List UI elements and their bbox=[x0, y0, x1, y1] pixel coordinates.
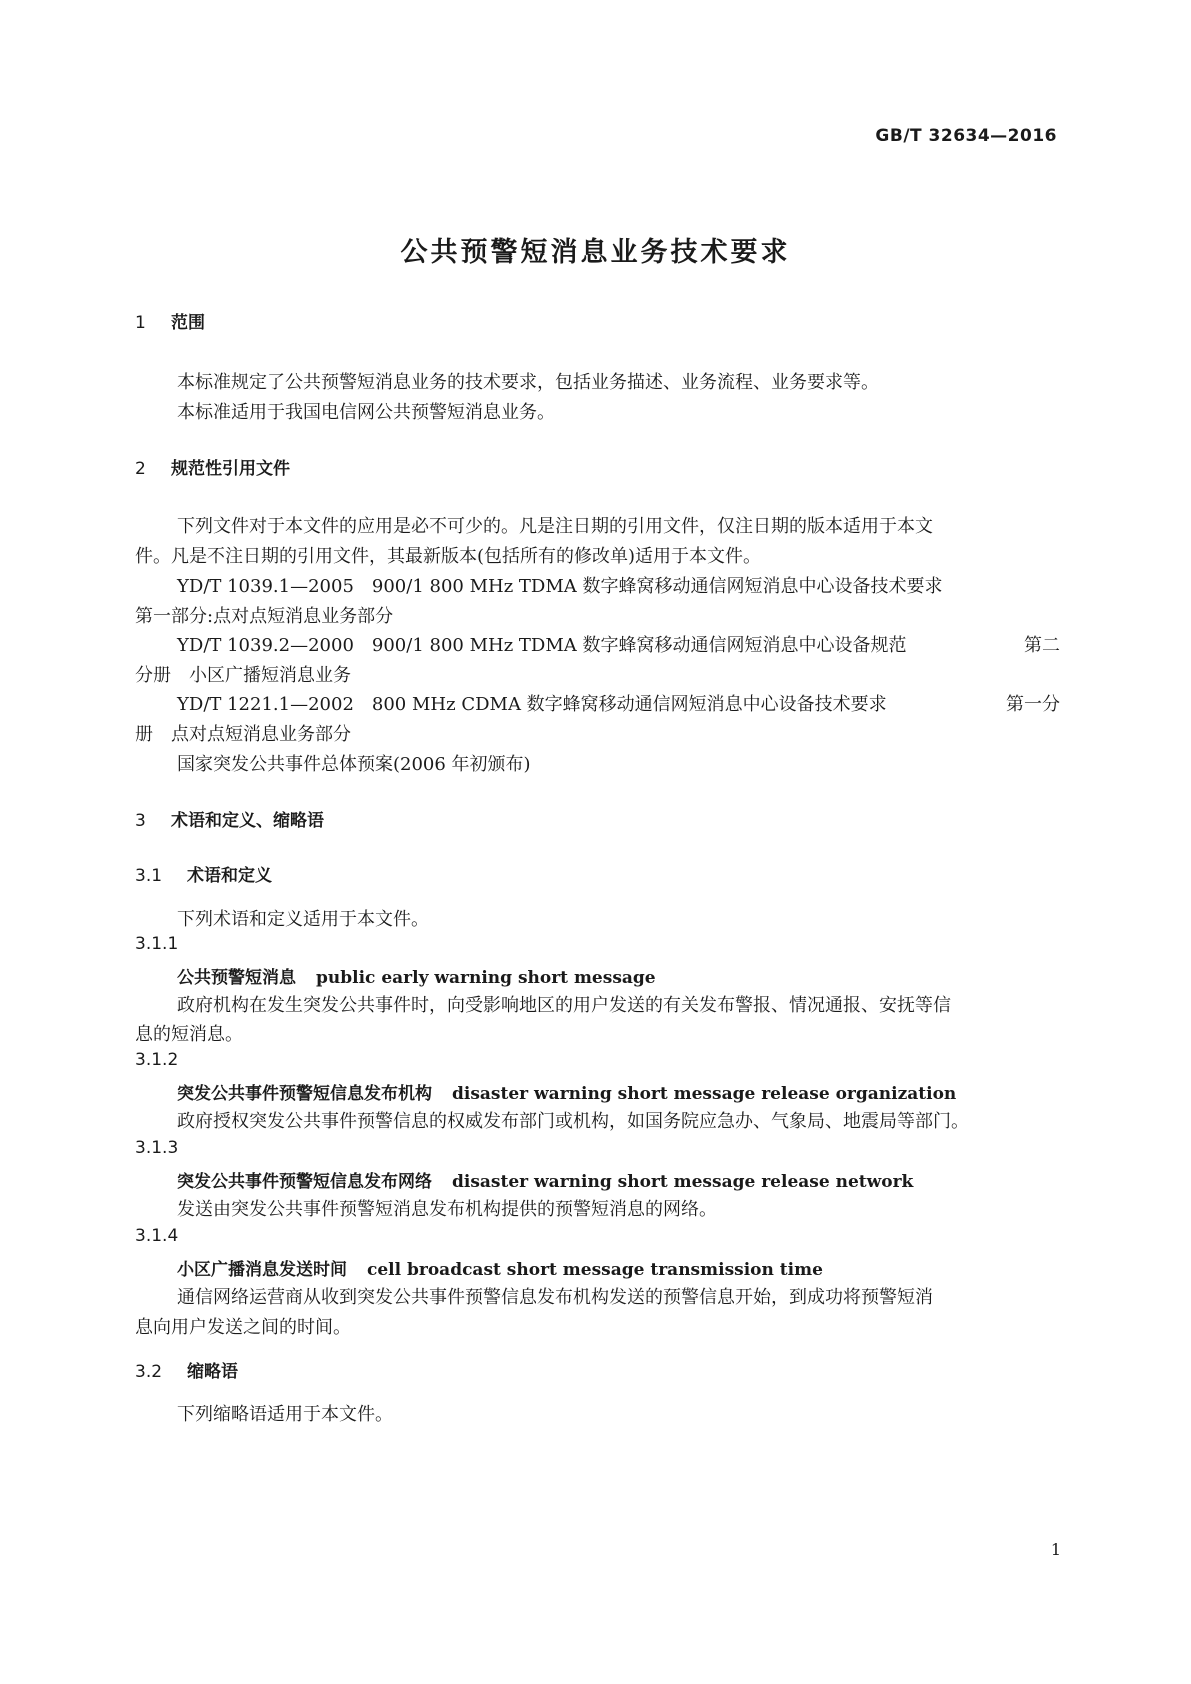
term-number: 3.1.3 bbox=[135, 1138, 179, 1158]
term-zh: 突发公共事件预警短信息发布网络 bbox=[177, 1172, 432, 1192]
standard-code: GB/T 32634—2016 bbox=[875, 126, 1057, 146]
section-number: 3.1 bbox=[135, 866, 163, 886]
section-number: 1 bbox=[135, 313, 146, 333]
document-title: 公共预警短消息业务技术要求 bbox=[400, 237, 791, 268]
term-definition-continuation: 息的短消息。 bbox=[135, 1024, 243, 1045]
paragraph: 本标准适用于我国电信网公共预警短消息业务。 bbox=[177, 402, 555, 423]
reference-3-continuation bbox=[135, 720, 351, 746]
section-title: 术语和定义 bbox=[187, 866, 272, 886]
term-en: disaster warning short message release network bbox=[452, 1172, 914, 1192]
section-number: 2 bbox=[135, 459, 146, 479]
reference-2 bbox=[177, 631, 1060, 657]
section-3-2-heading bbox=[135, 1357, 238, 1382]
term-definition: 政府授权突发公共事件预警信息的权威发布部门或机构，如国务院应急办、气象局、地震局等部门。 bbox=[177, 1111, 969, 1132]
term-en: disaster warning short message release organization bbox=[452, 1084, 957, 1104]
reference-title: 800 MHz CDMA 数字蜂窝移动通信网短消息中心设备技术要求 bbox=[371, 694, 887, 715]
reference-code: YD/T 1221.1—2002 bbox=[177, 694, 354, 715]
reference-title: 900/1 800 MHz TDMA 数字蜂窝移动通信网短消息中心设备技术要求 bbox=[371, 576, 943, 597]
reference-title-part: 分册 bbox=[135, 665, 171, 686]
term-zh: 公共预警短消息 bbox=[177, 968, 296, 988]
reference-title-part: 册 bbox=[135, 724, 153, 745]
reference-1 bbox=[177, 572, 943, 598]
term-heading bbox=[177, 1167, 913, 1192]
term-number: 3.1.2 bbox=[135, 1050, 179, 1070]
section-title: 术语和定义、缩略语 bbox=[171, 811, 324, 831]
reference-title-part: 第一分 bbox=[1006, 694, 1060, 715]
paragraph: 本标准规定了公共预警短消息业务的技术要求，包括业务描述、业务流程、业务要求等。 bbox=[177, 372, 879, 393]
term-heading bbox=[177, 1255, 823, 1280]
term-zh: 小区广播消息发送时间 bbox=[177, 1260, 347, 1280]
page-number: 1 bbox=[1050, 1540, 1061, 1559]
term-en: public early warning short message bbox=[316, 968, 656, 988]
section-number: 3 bbox=[135, 811, 146, 831]
reference-title-part: 点对点短消息业务部分 bbox=[171, 724, 351, 745]
term-definition-continuation: 息向用户发送之间的时间。 bbox=[135, 1317, 351, 1338]
paragraph: 下列文件对于本文件的应用是必不可少的。凡是注日期的引用文件，仅注日期的版本适用于本文 bbox=[177, 516, 933, 537]
term-definition: 发送由突发公共事件预警短消息发布机构提供的预警短消息的网络。 bbox=[177, 1199, 717, 1220]
reference-2-continuation bbox=[135, 661, 351, 687]
paragraph: 下列术语和定义适用于本文件。 bbox=[177, 909, 429, 930]
term-heading bbox=[177, 1079, 956, 1104]
section-2-heading bbox=[135, 454, 290, 479]
term-number: 3.1.4 bbox=[135, 1226, 179, 1246]
term-number: 3.1.1 bbox=[135, 934, 179, 954]
section-3-heading bbox=[135, 806, 324, 831]
reference-1-continuation: 第一部分:点对点短消息业务部分 bbox=[135, 606, 394, 627]
reference-3 bbox=[177, 690, 1060, 716]
reference-title-part: 小区广播短消息业务 bbox=[189, 665, 351, 686]
paragraph-continuation: 件。凡是不注日期的引用文件，其最新版本(包括所有的修改单)适用于本文件。 bbox=[135, 546, 762, 567]
reference-code: YD/T 1039.1—2005 bbox=[177, 576, 354, 597]
section-title: 规范性引用文件 bbox=[171, 459, 290, 479]
reference-title-part: 第二 bbox=[1024, 635, 1060, 656]
reference-code: YD/T 1039.2—2000 bbox=[177, 635, 354, 656]
reference-title: 900/1 800 MHz TDMA 数字蜂窝移动通信网短消息中心设备规范 bbox=[371, 635, 907, 656]
term-zh: 突发公共事件预警短信息发布机构 bbox=[177, 1084, 432, 1104]
section-title: 缩略语 bbox=[187, 1362, 238, 1382]
section-number: 3.2 bbox=[135, 1362, 163, 1382]
section-title: 范围 bbox=[171, 313, 205, 333]
term-definition: 通信网络运营商从收到突发公共事件预警信息发布机构发送的预警信息开始，到成功将预警短消 bbox=[177, 1287, 933, 1308]
paragraph: 下列缩略语适用于本文件。 bbox=[177, 1404, 393, 1425]
term-definition: 政府机构在发生突发公共事件时，向受影响地区的用户发送的有关发布警报、情况通报、安抚等信 bbox=[177, 995, 951, 1016]
section-3-1-heading bbox=[135, 861, 272, 886]
section-1-heading bbox=[135, 308, 205, 333]
term-heading bbox=[177, 963, 656, 988]
reference-4: 国家突发公共事件总体预案(2006 年初颁布) bbox=[177, 754, 531, 775]
term-en: cell broadcast short message transmission time bbox=[367, 1260, 823, 1280]
